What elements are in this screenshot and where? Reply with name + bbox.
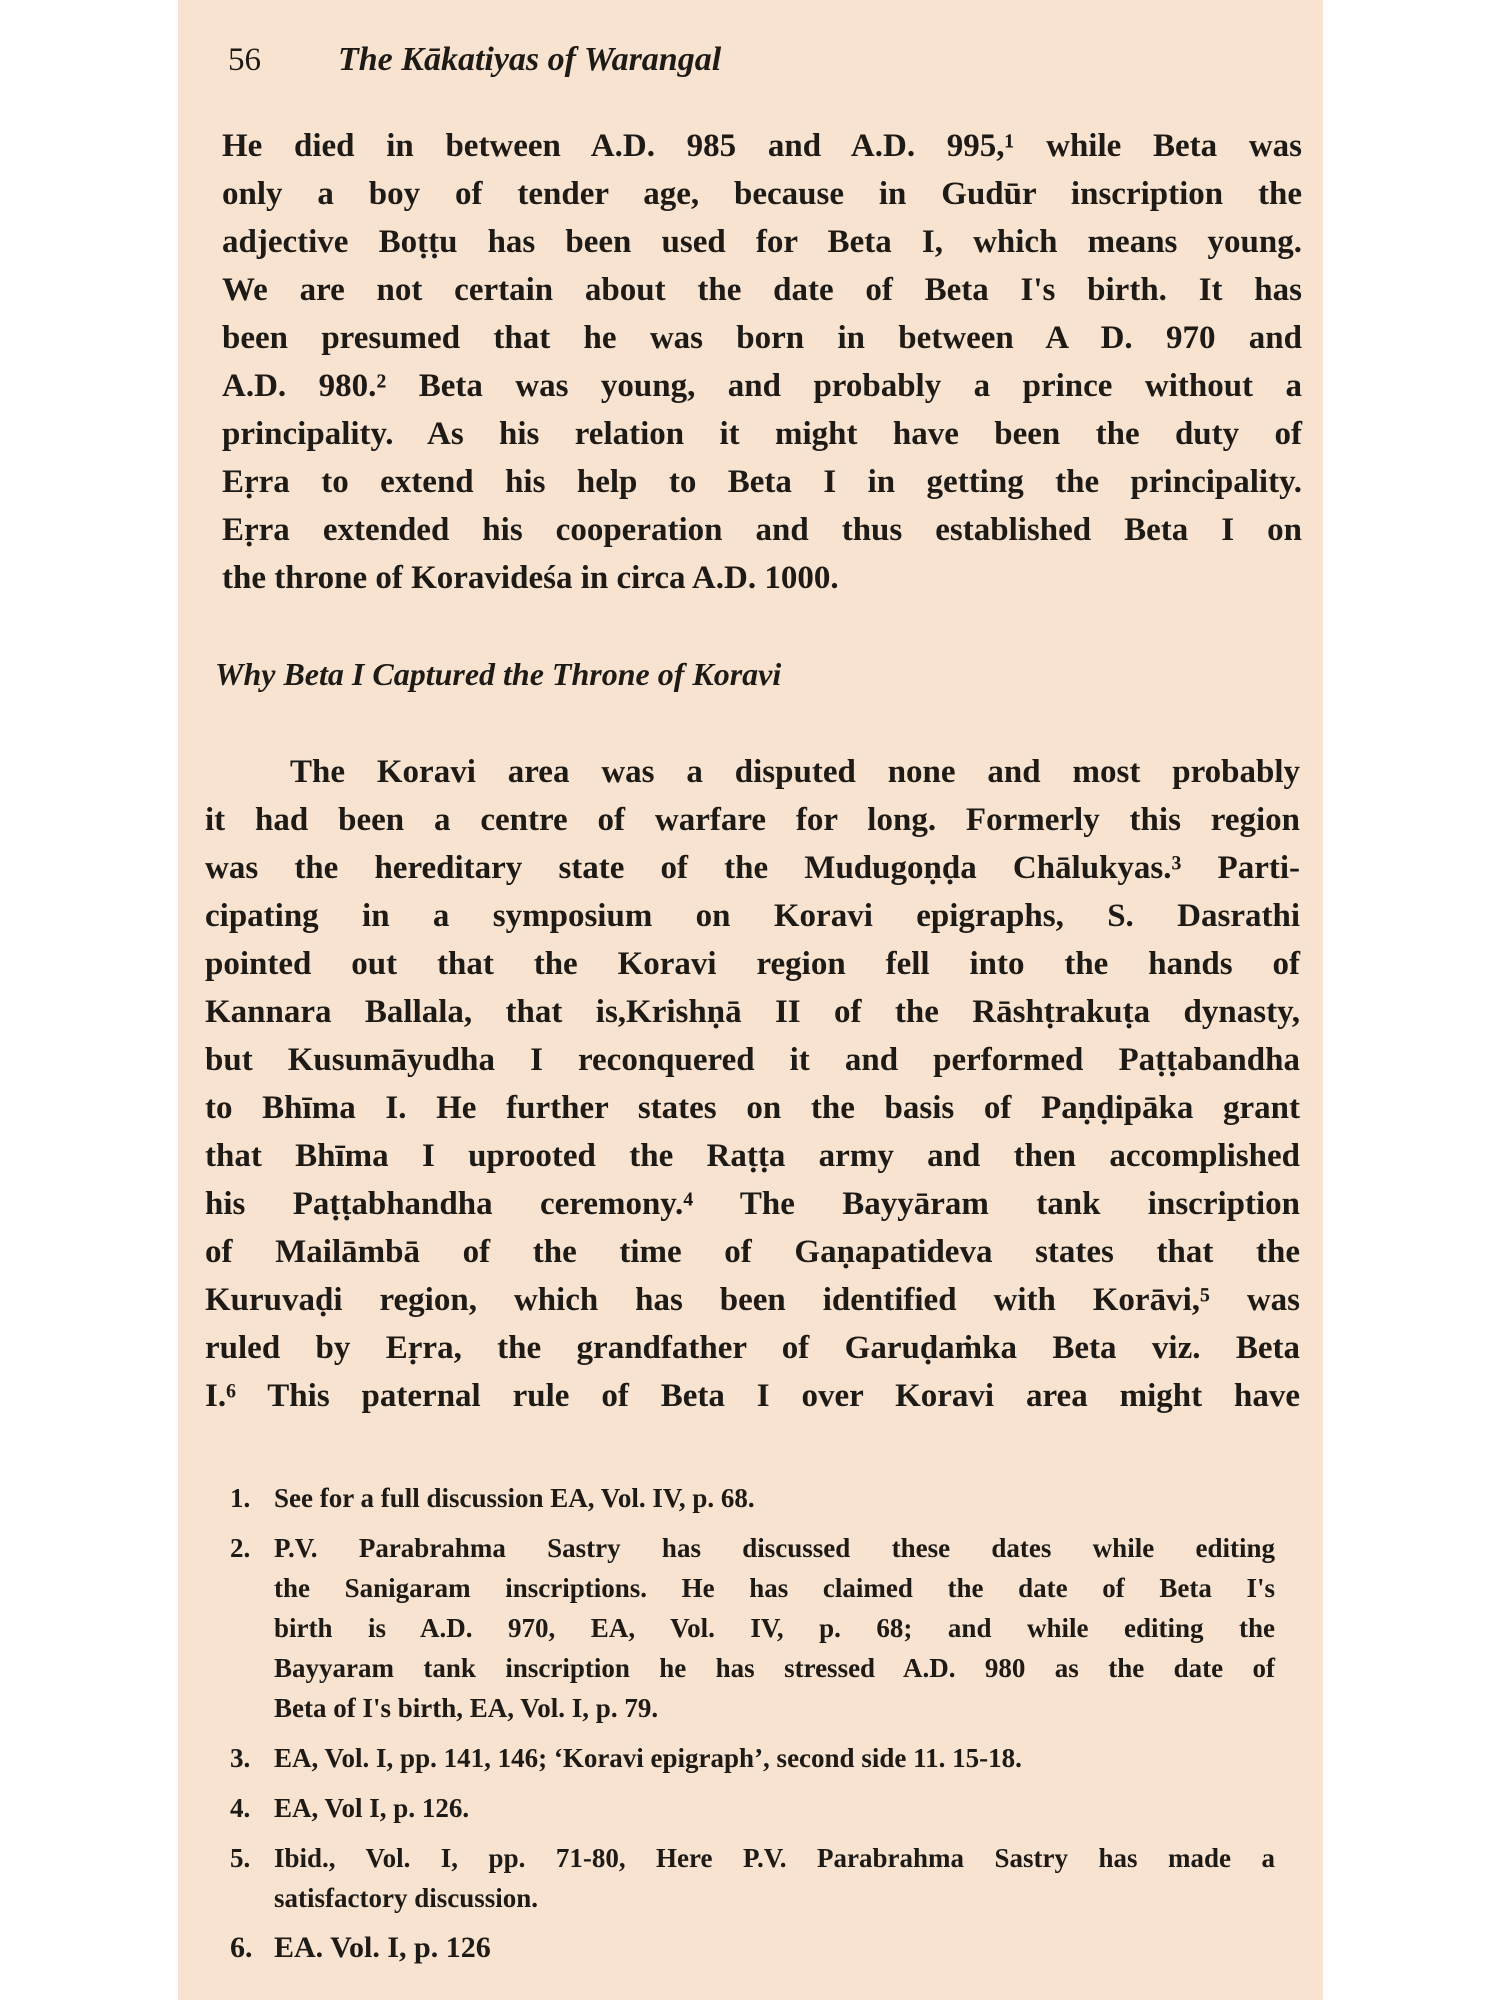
page-header [228, 35, 1288, 85]
footnote [230, 1838, 1275, 1918]
footnote [230, 1478, 1275, 1518]
text-line: cipating in a symposium on Koravi epigraphs, S. Dasrathi [205, 898, 1300, 934]
text-line: it had been a centre of warfare for long. Formerly this region [205, 802, 1300, 838]
text-line: his Paṭṭabhandha ceremony.⁴ The Bayyāram tank inscription [205, 1186, 1300, 1222]
footnote [230, 1738, 1275, 1778]
text-line: We are not certain about the date of Beta I's birth. It has [222, 272, 1302, 308]
footnotes [230, 1478, 1275, 1978]
text-line: been presumed that he was born in between A D. 970 and [222, 320, 1302, 356]
footnote [230, 1928, 1275, 1968]
text-line: pointed out that the Koravi region fell into the hands of [205, 946, 1300, 982]
text-line: adjective Boṭṭu has been used for Beta I, which means young. [222, 224, 1302, 260]
text-line: I.⁶ This paternal rule of Beta I over Koravi area might have [205, 1378, 1300, 1414]
footnote-line: satisfactory discussion. [274, 1883, 539, 1913]
text-line: Eṛra extended his cooperation and thus established Beta I on [222, 512, 1302, 548]
footnote-line: See for a full discussion EA, Vol. IV, p. 68. [274, 1483, 755, 1513]
footnote [230, 1528, 1275, 1728]
text-line: ruled by Eṛra, the grandfather of Garuḍaṁka Beta viz. Beta [205, 1330, 1300, 1366]
text-line: A.D. 980.² Beta was young, and probably a prince without a [222, 368, 1302, 404]
footnote-number: 1. [230, 1483, 251, 1513]
footnote-line: birth is A.D. 970, EA, Vol. IV, p. 68; and while editing the [274, 1613, 1275, 1643]
text-line: of Mailāmbā of the time of Gaṇapatideva states that the [205, 1234, 1300, 1270]
footnote-line: the Sanigaram inscriptions. He has claimed the date of Beta I's [274, 1573, 1275, 1603]
text-line: that Bhīma I uprooted the Raṭṭa army and then accomplished [205, 1138, 1300, 1174]
section-heading: Why Beta I Captured the Throne of Koravi [215, 656, 782, 692]
text-line: to Bhīma I. He further states on the basis of Paṇḍipāka grant [205, 1090, 1300, 1126]
footnote-line: Bayyaram tank inscription he has stressed A.D. 980 as the date of [274, 1653, 1275, 1683]
footnote-line: EA. Vol. I, p. 126 [274, 1931, 491, 1964]
text-line: The Koravi area was a disputed none and most probably [290, 754, 1300, 790]
footnote-number: 2. [230, 1533, 251, 1563]
footnote-number: 4. [230, 1793, 251, 1823]
body-paragraph-2 [205, 748, 1300, 1420]
footnote-line: Ibid., Vol. I, pp. 71-80, Here P.V. Parabrahma Sastry has made a [274, 1843, 1275, 1873]
footnote-number: 5. [230, 1843, 251, 1873]
footnote-line: EA, Vol I, p. 126. [274, 1793, 470, 1823]
page-number: 56 [228, 42, 261, 78]
text-line: only a boy of tender age, because in Gudūr inscription the [222, 176, 1302, 212]
footnote-number: 3. [230, 1743, 251, 1773]
body-paragraph-1 [222, 122, 1302, 602]
text-line: principality. As his relation it might have been the duty of [222, 416, 1302, 452]
text-line: was the hereditary state of the Mudugoṇḍa Chālukyas.³ Parti- [205, 850, 1300, 886]
text-line: but Kusumāyudha I reconquered it and performed Paṭṭabandha [205, 1042, 1300, 1078]
footnote [230, 1788, 1275, 1828]
text-line: Kannara Ballala, that is,Krishṇā II of the Rāshṭrakuṭa dynasty, [205, 994, 1300, 1030]
running-title: The Kākatiyas of Warangal [338, 41, 722, 78]
text-line: He died in between A.D. 985 and A.D. 995,¹ while Beta was [222, 128, 1302, 164]
footnote-line: P.V. Parabrahma Sastry has discussed these dates while editing [274, 1533, 1275, 1563]
text-line: the throne of Koravideśa in circa A.D. 1000. [222, 560, 839, 596]
footnote-line: EA, Vol. I, pp. 141, 146; ‘Koravi epigraph’, second side 11. 15-18. [274, 1743, 1022, 1773]
text-line: Kuruvaḍi region, which has been identified with Korāvi,⁵ was [205, 1282, 1300, 1318]
footnote-line: Beta of I's birth, EA, Vol. I, p. 79. [274, 1693, 659, 1723]
text-line: Eṛra to extend his help to Beta I in getting the principality. [222, 464, 1302, 500]
footnote-number: 6. [230, 1931, 253, 1964]
